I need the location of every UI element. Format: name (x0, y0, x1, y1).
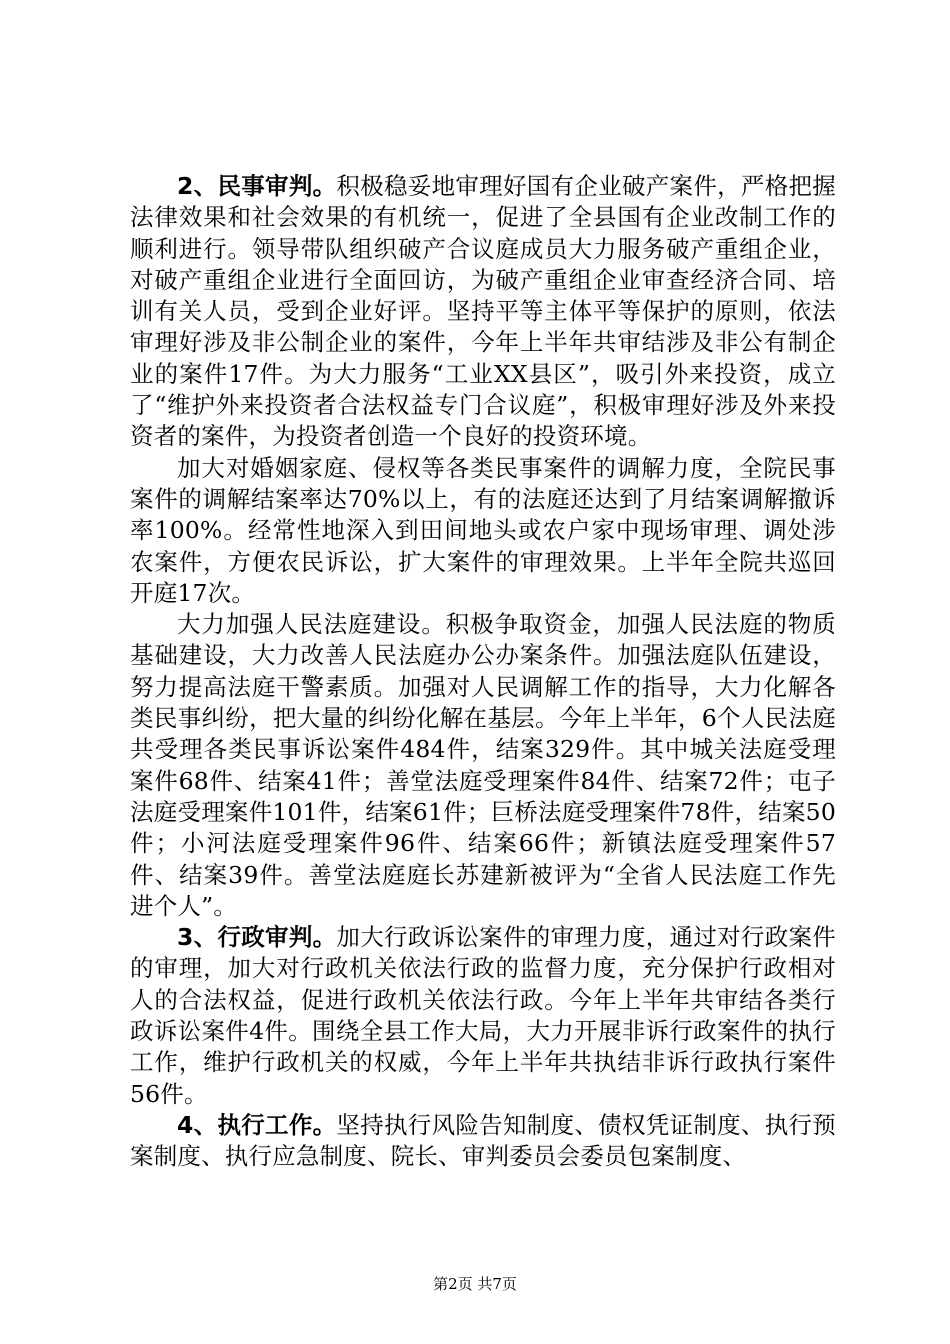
section-heading-civil-trial: 2、民事审判。 (177, 172, 337, 200)
document-body (130, 171, 836, 1173)
paragraph-text: 加大行政诉讼案件的审理力度，通过对行政案件的审理，加大对行政机关依法行政的监督力度，充分保护行政相对人的合法权益，促进行政机关依法行政。今年上半年共审结各类行政诉讼案件4件。围绕全县工作大局，大力开展非诉行政案件的执行工作，维护行政机关的权威，今年上半年共执结非诉行政执行案件56件。 (130, 923, 836, 1108)
section-heading-execution-work: 4、执行工作。 (177, 1110, 337, 1139)
paragraph-mediation (130, 453, 836, 609)
paragraph-civil-trial (130, 171, 836, 453)
page-number-footer: 第2页 共7页 (433, 1275, 517, 1293)
paragraph-text: 坚持执行风险告知制度、债权凭证制度、执行预案制度、执行应急制度、院长、审判委员会委员包案制度、 (130, 1110, 836, 1171)
paragraph-execution-work (130, 1110, 836, 1173)
section-heading-administrative-trial: 3、行政审判。 (177, 923, 337, 952)
paragraph-text: 积极稳妥地审理好国有企业破产案件，严格把握法律效果和社会效果的有机统一，促进了全县国有企业改制工作的顺利进行。领导带队组织破产合议庭成员大力服务破产重组企业，对破产重组企业进行全面回访，为破产重组企业审查经济合同、培训有关人员，受到企业好评。坚持平等主体平等保护的原则，依法审理好涉及非公制企业的案件，今年上半年共审结涉及非公有制企业的案件17件。为大力服务“工业XX县区”，吸引外来投资，成立了“维护外来投资者合法权益专门合议庭”，积极审理好涉及外来投资者的案件，为投资者创造一个良好的投资环境。 (130, 172, 836, 451)
paragraph-text: 加大对婚姻家庭、侵权等各类民事案件的调解力度，全院民事案件的调解结案率达70%以上，有的法庭还达到了月结案调解撤诉率100%。经常性地深入到田间地头或农户家中现场审理、调处涉农案件，方便农民诉讼，扩大案件的审理效果。上半年全院共巡回开庭17次。 (130, 453, 836, 607)
paragraph-text: 大力加强人民法庭建设。积极争取资金，加强人民法庭的物质基础建设，大力改善人民法庭办公办案条件。加强法庭队伍建设，努力提高法庭干警素质。加强对人民调解工作的指导，大力化解各类民事纠纷，把大量的纠纷化解在基层。今年上半年，6个人民法庭共受理各类民事诉讼案件484件，结案329件。其中城关法庭受理案件68件、结案41件；善堂法庭受理案件84件、结案72件；屯子法庭受理案件101件，结案61件；巨桥法庭受理案件78件，结案50件；小河法庭受理案件96件、结案66件；新镇法庭受理案件57件、结案39件。善堂法庭庭长苏建新被评为“全省人民法庭工作先进个人”。 (130, 610, 836, 920)
paragraph-administrative-trial (130, 922, 836, 1110)
paragraph-people-court (130, 609, 836, 922)
